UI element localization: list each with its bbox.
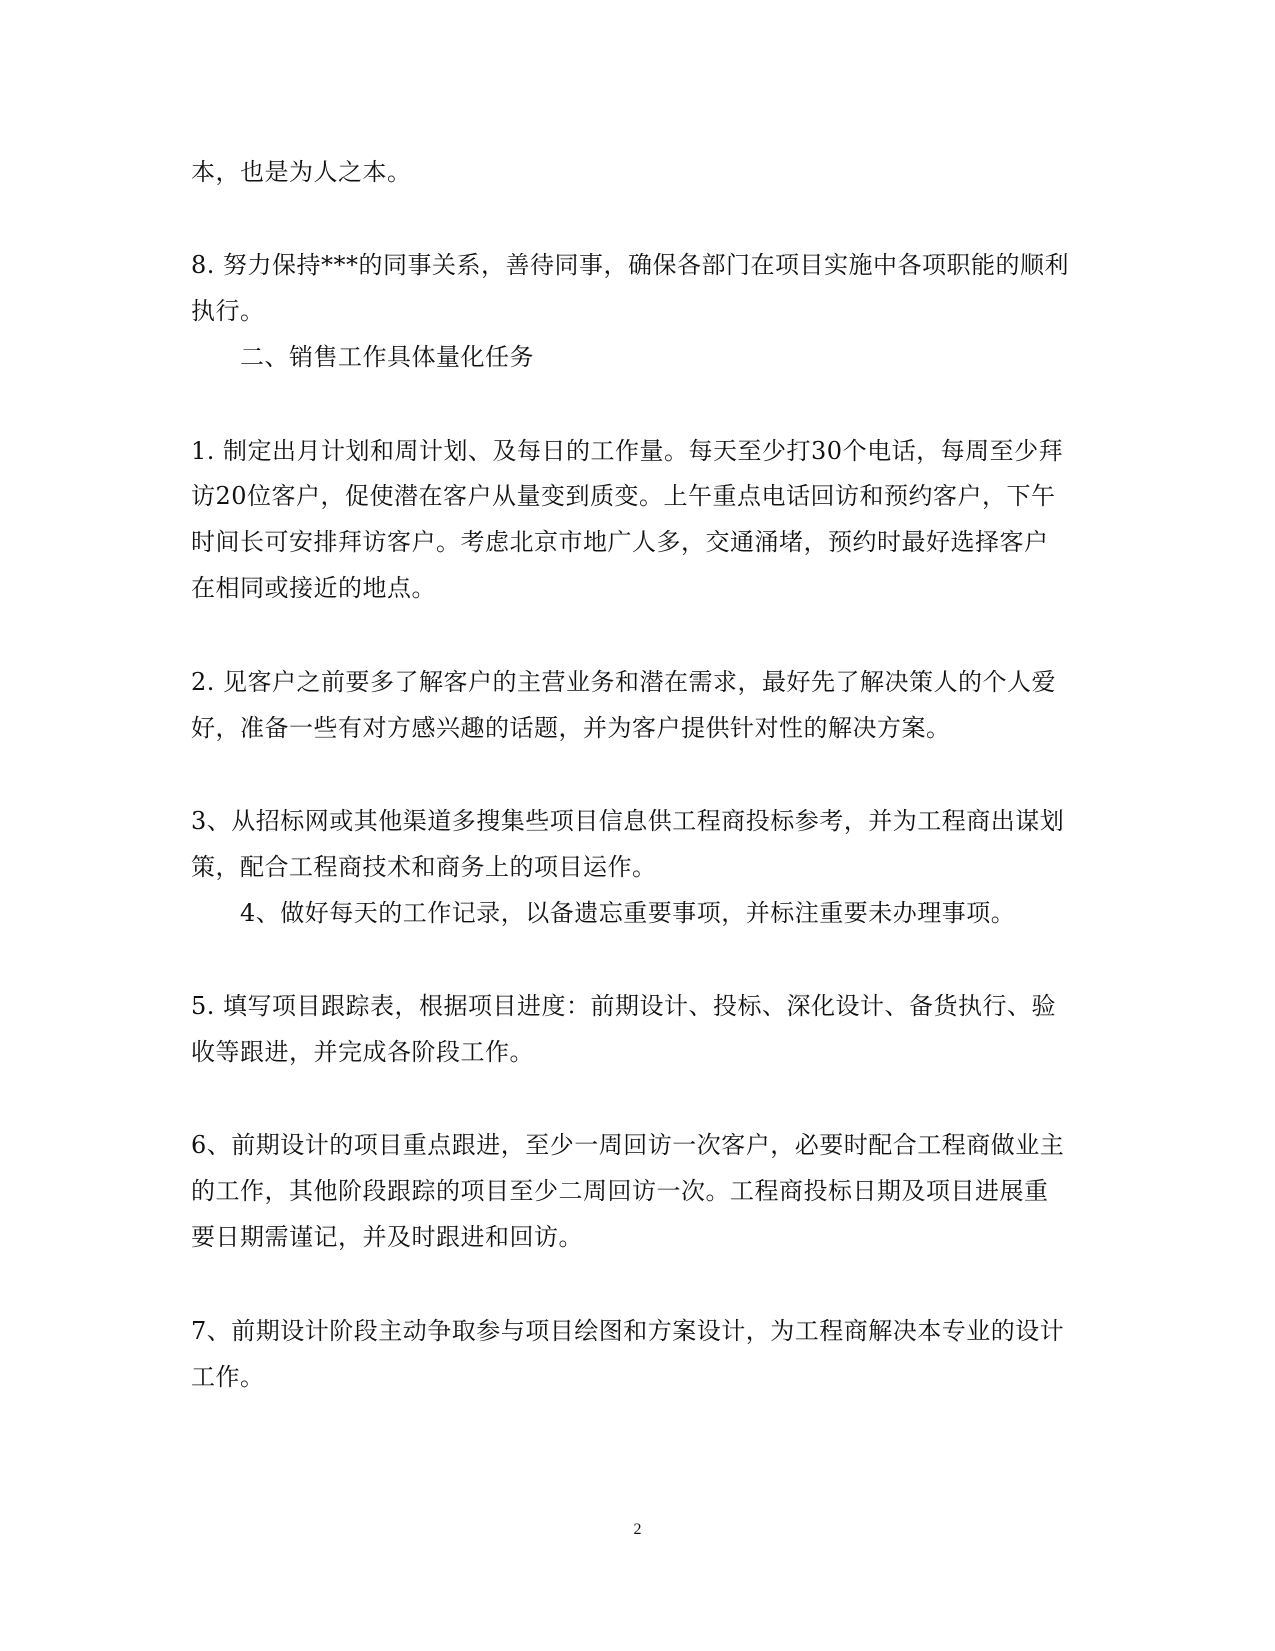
paragraph-1-line-3: 时间长可安排拜访客户。考虑北京市地广人多，交通涌堵，预约时最好选择客户 — [191, 528, 1049, 556]
paragraph-4-line-1: 4、做好每天的工作记录，以备遗忘重要事项，并标注重要未办理事项。 — [240, 899, 1016, 927]
paragraph-3-line-1: 3、从招标网或其他渠道多搜集些项目信息供工程商投标参考，并为工程商出谋划 — [191, 807, 1065, 835]
paragraph-2-line-2: 好，准备一些有对方感兴趣的话题，并为客户提供针对性的解决方案。 — [191, 714, 951, 742]
section-heading: 二、销售工作具体量化任务 — [240, 343, 534, 371]
paragraph-2-line-1: 2. 见客户之前要多了解客户的主营业务和潜在需求，最好先了解决策人的个人爱 — [191, 668, 1057, 696]
paragraph-6-line-2: 的工作，其他阶段跟踪的项目至少二周回访一次。工程商投标日期及项目进展重 — [191, 1177, 1049, 1205]
paragraph-7-line-2: 工作。 — [191, 1363, 265, 1391]
paragraph-7-line-1: 7、前期设计阶段主动争取参与项目绘图和方案设计，为工程商解决本专业的设计 — [191, 1317, 1065, 1345]
paragraph-6-line-3: 要日期需谨记，并及时跟进和回访。 — [191, 1223, 583, 1251]
paragraph-5-line-1: 5. 填写项目跟踪表，根据项目进度：前期设计、投标、深化设计、备货执行、验 — [191, 992, 1057, 1020]
paragraph-1-line-1: 1. 制定出月计划和周计划、及每日的工作量。每天至少打30个电话，每周至少拜 — [191, 437, 1064, 465]
paragraph-3-line-2: 策，配合工程商技术和商务上的项目运作。 — [191, 853, 657, 881]
page-number: 2 — [633, 1521, 642, 1538]
paragraph-8-line-2: 执行。 — [191, 297, 265, 325]
paragraph-continuation: 本，也是为人之本。 — [191, 158, 412, 186]
paragraph-1-line-4: 在相同或接近的地点。 — [191, 574, 436, 602]
paragraph-6-line-1: 6、前期设计的项目重点跟进，至少一周回访一次客户，必要时配合工程商做业主 — [191, 1131, 1065, 1159]
paragraph-1-line-2: 访20位客户，促使潜在客户从量变到质变。上午重点电话回访和预约客户，下午 — [191, 482, 1056, 510]
paragraph-5-line-2: 收等跟进，并完成各阶段工作。 — [191, 1038, 534, 1066]
paragraph-8-line-1: 8. 努力保持***的同事关系，善待同事，确保各部门在项目实施中各项职能的顺利 — [191, 251, 1070, 279]
